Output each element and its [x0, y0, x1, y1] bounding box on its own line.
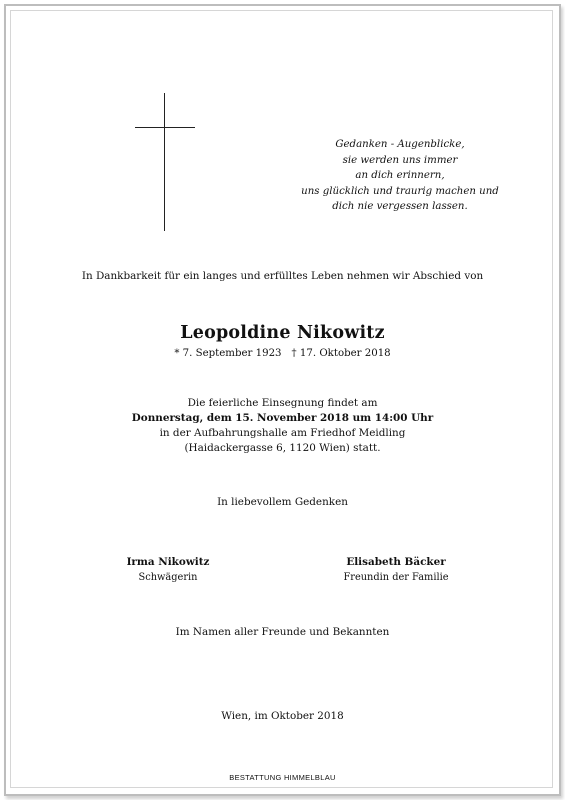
deceased-name: Leopoldine Nikowitz — [180, 323, 385, 343]
poem-line: dich nie vergessen lassen. — [332, 201, 468, 213]
mourner-relation: Freundin der Familie — [343, 572, 449, 583]
funeral-home-footer: BESTATTUNG HIMMELBLAU — [229, 773, 336, 782]
ceremony-info — [0, 396, 565, 456]
mourner-name: Irma Nikowitz — [126, 556, 210, 568]
place-date: Wien, im Oktober 2018 — [221, 710, 344, 722]
intro-text: In Dankbarkeit für ein langes und erfülltes Leben nehmen wir Abschied von — [81, 270, 484, 282]
ceremony-address: (Haidackergasse 6, 1120 Wien) statt. — [184, 442, 381, 454]
poem-line: uns glücklich und traurig machen und — [301, 185, 499, 197]
mourner-name: Elisabeth Bäcker — [346, 556, 446, 568]
mourner-left — [68, 555, 268, 585]
death-date: † 17. Oktober 2018 — [291, 348, 391, 359]
life-dates — [0, 348, 565, 359]
poem-line: sie werden uns immer — [342, 154, 458, 166]
friends-text: Im Namen aller Freunde und Bekannten — [175, 626, 390, 638]
birth-date: * 7. September 1923 — [174, 348, 282, 359]
mourner-relation: Schwägerin — [138, 572, 198, 583]
poem — [290, 137, 510, 215]
ceremony-location: in der Aufbahrungshalle am Friedhof Meidling — [159, 427, 406, 439]
cross-icon-vertical — [164, 93, 165, 231]
poem-line: an dich erinnern, — [355, 170, 445, 182]
remembrance-text: In liebevollem Gedenken — [217, 496, 348, 508]
ceremony-line: Die feierliche Einsegnung findet am — [187, 397, 378, 409]
ceremony-datetime: Donnerstag, dem 15. November 2018 um 14:00 Uhr — [131, 412, 434, 424]
cross-icon-horizontal — [135, 127, 195, 128]
poem-line: Gedanken - Augenblicke, — [335, 139, 465, 150]
mourner-right — [296, 555, 496, 585]
